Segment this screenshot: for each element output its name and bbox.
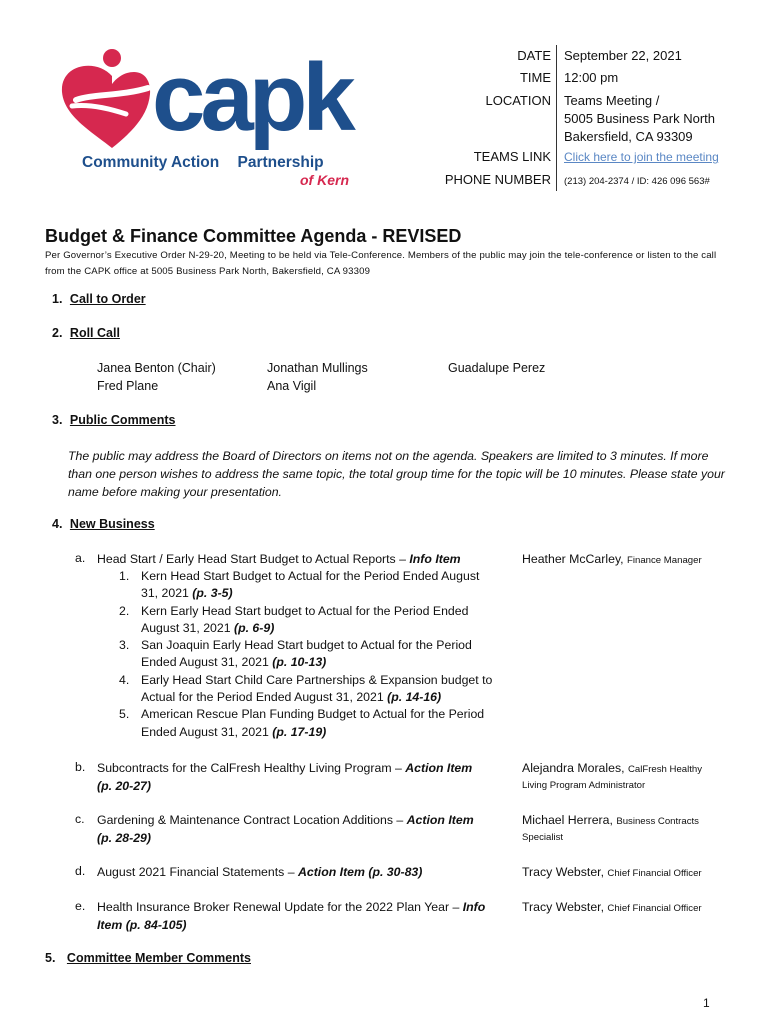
- presenter-role: CalFresh Healthy: [627, 764, 703, 775]
- page-title: Budget & Finance Committee Agenda - REVISED: [45, 226, 462, 246]
- section-number: 1.: [52, 292, 63, 306]
- item-a-presenter: [522, 551, 742, 569]
- item-letter: e.: [75, 899, 86, 913]
- sub-item: [119, 603, 509, 638]
- item-tag: Action Item: [406, 813, 474, 827]
- item-d-presenter: [522, 864, 742, 882]
- presenter-role: Chief Financial Officer: [607, 868, 702, 879]
- roll-call-member: Fred Plane: [97, 378, 159, 393]
- sub-item: [119, 672, 509, 707]
- presenter-role: Finance Manager: [627, 555, 702, 566]
- sub-item-number: 5.: [119, 707, 130, 722]
- item-pages: Item (p. 84-105): [97, 917, 187, 932]
- item-letter: b.: [75, 760, 86, 774]
- sub-item-line2: 31, 2021: [141, 586, 193, 601]
- section-number: 2.: [52, 326, 63, 340]
- logo-wordmark: capk: [152, 44, 351, 151]
- sub-item-line1: Kern Head Start Budget to Actual for the Period Ended August: [141, 569, 480, 583]
- section-number: 3.: [52, 413, 63, 427]
- item-letter: c.: [75, 812, 85, 826]
- item-text: Subcontracts for the CalFresh Healthy Living Program –: [97, 761, 406, 775]
- intro-paragraph: Per Governor’s Executive Order N-29-20, Meeting to be held via Tele-Conference. Members of the public may join the tele-conference or listen to the call from the CAPK office at 5005 Business Park North, Bakersfield, CA 93309: [45, 250, 717, 277]
- teams-link-cell: [564, 148, 719, 166]
- presenter-role-cont: Living Program Administrator: [522, 780, 646, 791]
- item-a-sublist: [119, 568, 509, 741]
- sub-item-pages: (p. 10-13): [272, 655, 327, 670]
- location-line-1: Teams Meeting /: [564, 93, 660, 108]
- sub-item: [119, 637, 509, 672]
- section-title: Public Comments: [69, 413, 176, 427]
- roll-call-member: Guadalupe Perez: [448, 361, 546, 375]
- location-line-3: Bakersfield, CA 93309: [564, 129, 693, 144]
- time-label: TIME: [519, 70, 551, 85]
- sub-item-line2: Actual for the Period Ended August 31, 2021: [141, 690, 388, 705]
- sub-item-pages: (p. 3-5): [192, 586, 233, 601]
- section-number: 5.: [45, 951, 56, 965]
- section-title: Committee Member Comments: [66, 951, 251, 965]
- time-value: 12:00 pm: [564, 70, 619, 85]
- page-number: 1: [703, 996, 710, 1010]
- item-d-title: [97, 864, 507, 882]
- sub-item-line1: American Rescue Plan Funding Budget to Actual for the Period: [141, 707, 485, 722]
- item-c-title: [97, 812, 507, 847]
- item-tag: Info: [462, 900, 486, 914]
- item-text: August 2021 Financial Statements –: [97, 865, 298, 879]
- sub-item-line1: San Joaquin Early Head Start budget to Actual for the Period: [141, 638, 472, 653]
- sub-item-line1: Kern Early Head Start budget to Actual for the Period Ended: [141, 603, 469, 618]
- sub-item-number: 4.: [119, 672, 130, 687]
- item-a-title: [97, 551, 507, 569]
- sub-item: [119, 706, 509, 741]
- sub-item-line2: August 31, 2021: [141, 620, 234, 635]
- item-letter: d.: [75, 864, 86, 878]
- roll-call-member: Jonathan Mullings: [267, 361, 368, 375]
- sub-item-pages: (p. 14-16): [387, 690, 442, 705]
- item-text: Head Start / Early Head Start Budget to Actual Reports –: [97, 552, 410, 566]
- date-label: DATE: [517, 48, 551, 63]
- location-value: [564, 92, 715, 146]
- item-letter: a.: [75, 551, 86, 565]
- teams-label: TEAMS LINK: [473, 149, 551, 164]
- item-text: Gardening & Maintenance Contract Location Additions –: [97, 813, 407, 827]
- item-tag: Action Item (p. 30-83): [297, 865, 423, 879]
- item-text: Health Insurance Broker Renewal Update for the 2022 Plan Year –: [97, 900, 463, 914]
- section-public-comments: [52, 413, 176, 427]
- sub-item-number: 2.: [119, 603, 130, 618]
- section-number: 4.: [52, 517, 63, 531]
- item-tag: Action Item: [405, 761, 473, 775]
- location-line-2: 5005 Business Park North: [564, 111, 716, 126]
- phone-label: PHONE NUMBER: [444, 172, 551, 187]
- section-committee-member-comments: [45, 951, 251, 965]
- item-pages: (p. 28-29): [97, 830, 151, 845]
- sub-item-line2: Ended August 31, 2021: [141, 724, 273, 739]
- logo-tagline-part2: Partnership: [237, 154, 324, 171]
- item-e-title: [97, 899, 507, 934]
- presenter-role: Chief Financial Officer: [607, 903, 702, 914]
- sub-item: [119, 568, 509, 603]
- roll-call-column-2: [267, 360, 368, 395]
- section-roll-call: [52, 326, 120, 340]
- item-pages: (p. 20-27): [97, 778, 151, 793]
- sub-item-pages: (p. 17-19): [272, 724, 327, 739]
- presenter-name: Alejandra Morales,: [522, 761, 628, 775]
- logo-tagline-part1: Community Action: [82, 154, 220, 171]
- roll-call-member: Ana Vigil: [267, 378, 317, 393]
- section-title: New Business: [69, 517, 155, 531]
- section-call-to-order: [52, 292, 146, 306]
- section-title: Call to Order: [69, 292, 146, 306]
- teams-meeting-link[interactable]: Click here to join the meeting: [564, 150, 719, 164]
- item-c-presenter: [522, 812, 742, 846]
- roll-call-column-1: [97, 360, 216, 395]
- phone-value: (213) 204-2374 / ID: 426 096 563#: [564, 176, 710, 187]
- sub-item-pages: (p. 6-9): [233, 620, 275, 635]
- presenter-name: Heather McCarley,: [522, 552, 628, 566]
- sub-item-number: 3.: [119, 638, 130, 653]
- item-b-presenter: [522, 760, 742, 794]
- logo-of-kern: of Kern: [300, 172, 349, 188]
- location-label: LOCATION: [485, 93, 551, 108]
- sub-item-line1: Early Head Start Child Care Partnerships & Expansion budget to: [141, 672, 493, 687]
- presenter-name: Tracy Webster,: [522, 865, 608, 879]
- meta-divider: [556, 45, 557, 191]
- presenter-role: Business Contracts: [616, 816, 699, 827]
- item-b-title: [97, 760, 507, 795]
- item-e-presenter: [522, 899, 742, 917]
- date-value: September 22, 2021: [564, 48, 682, 63]
- sub-item-line2: Ended August 31, 2021: [141, 655, 273, 670]
- logo-tagline: [82, 154, 324, 172]
- section-title: Roll Call: [69, 326, 120, 340]
- presenter-name: Tracy Webster,: [522, 900, 608, 914]
- roll-call-column-3: [448, 360, 545, 378]
- presenter-role-cont: Specialist: [522, 832, 564, 843]
- item-tag: Info Item: [409, 552, 461, 566]
- presenter-name: Michael Herrera,: [522, 813, 617, 827]
- sub-item-number: 1.: [119, 569, 130, 583]
- roll-call-member: Janea Benton (Chair): [97, 361, 216, 375]
- section-new-business: [52, 517, 155, 531]
- public-comments-text: The public may address the Board of Directors on items not on the agenda. Speakers are limited to 3 minutes. If more than one person wishes to address the same topic, the total group time for the topic will be 10 minutes. Please state your name before making your presentation.: [68, 449, 725, 499]
